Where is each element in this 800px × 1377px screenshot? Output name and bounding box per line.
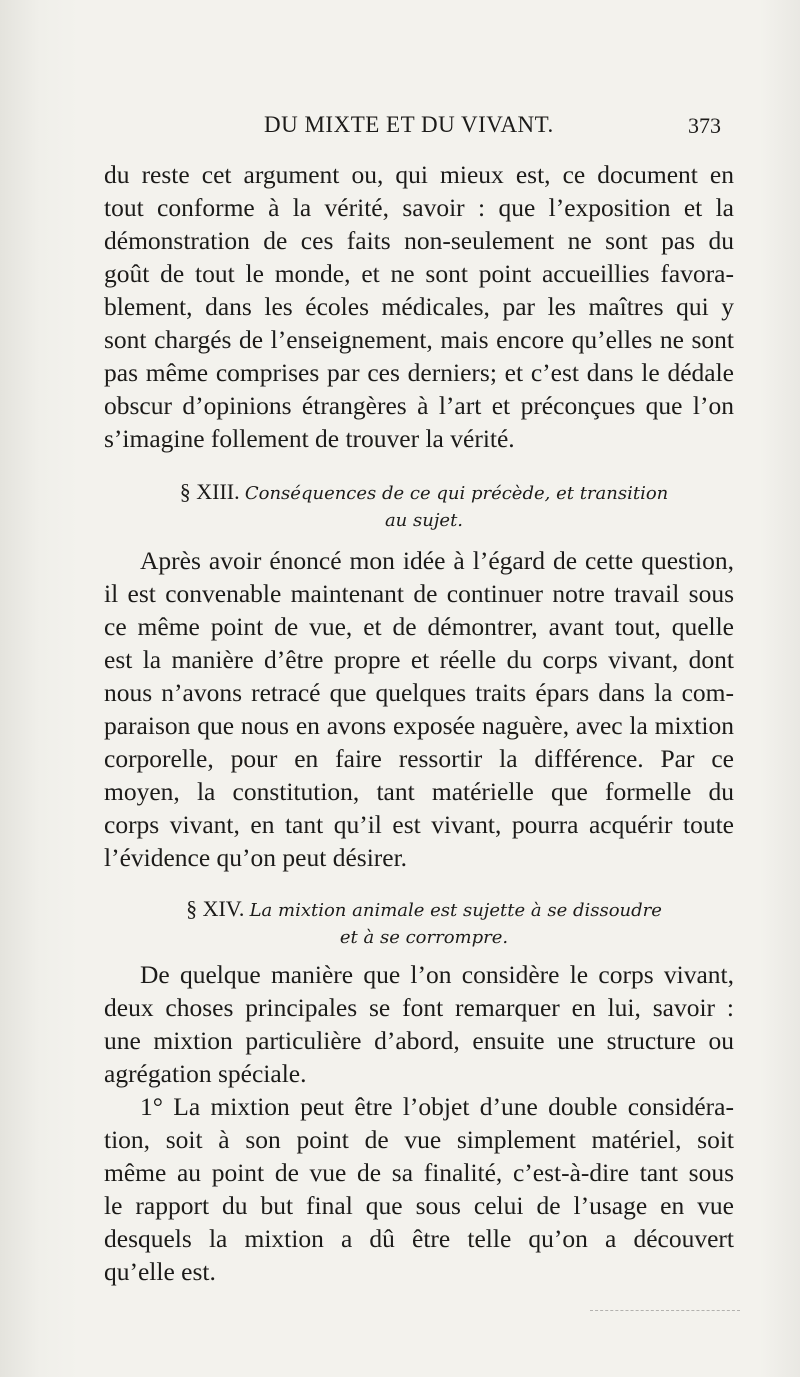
text-line: l’évidence qu’on peut désirer.	[104, 843, 408, 872]
section-heading-13	[104, 478, 744, 534]
text-line: paraison que nous en avons exposée naguère, avec la mixtion	[104, 711, 734, 740]
text-line: corps vivant, en tant qu’il est vivant, pourra acquérir toute	[104, 810, 734, 839]
section-title: La mixtion animale est sujette à se dissoudre	[249, 900, 662, 921]
text-line: il est convenable maintenant de continuer notre travail sous	[104, 579, 734, 608]
text-line: tion, soit à son point de vue simplement matériel, soit	[104, 1125, 734, 1154]
text-line: De quelque manière que l’on considère le corps vivant,	[140, 960, 734, 989]
text-line: s’imagine follement de trouver la vérité.	[104, 424, 515, 453]
text-line: est la manière d’être propre et réelle du corps vivant, dont	[104, 645, 734, 674]
section-number: § XIV.	[186, 896, 245, 921]
section-title-continued: au sujet.	[384, 510, 464, 531]
text-line: 1° La mixtion peut être l’objet d’une double considéra-	[140, 1092, 734, 1121]
text-line: du reste cet argument ou, qui mieux est, ce document en	[104, 160, 734, 189]
text-line: desquels la mixtion a dû être telle qu’on a découvert	[104, 1224, 734, 1253]
text-line: moyen, la constitution, tant matérielle que formelle du	[104, 777, 734, 806]
section-number: § XIII.	[179, 479, 240, 504]
running-title: DU MIXTE ET DU VIVANT.	[264, 112, 554, 137]
text-line: obscur d’opinions étrangères à l’art et préconçues que l’on	[104, 391, 734, 420]
text-line: blement, dans les écoles médicales, par les maîtres qui y	[104, 292, 734, 321]
text-line: pas même comprises par ces derniers; et c’est dans le dédale	[104, 358, 734, 387]
paragraph-3	[104, 958, 734, 1090]
paragraph-1	[104, 158, 734, 455]
text-line: deux choses principales se font remarquer en lui, savoir :	[104, 993, 734, 1022]
text-line: sont chargés de l’enseignement, mais encore qu’elles ne sont	[104, 325, 734, 354]
text-line: corporelle, pour en faire ressortir la différence. Par ce	[104, 744, 734, 773]
text-line: ce même point de vue, et de démontrer, avant tout, quelle	[104, 612, 734, 641]
text-line: qu’elle est.	[104, 1257, 216, 1286]
text-line: même au point de vue de sa finalité, c’est-à-dire tant sous	[104, 1158, 734, 1187]
paragraph-4	[104, 1090, 734, 1288]
text-line: démonstration de ces faits non-seulement ne sont pas du	[104, 226, 734, 255]
text-line: agrégation spéciale.	[104, 1059, 307, 1088]
section-title: Conséquences de ce qui précède, et transition	[244, 483, 669, 504]
section-heading-14	[104, 895, 744, 951]
text-line: nous n’avons retracé que quelques traits épars dans la com-	[104, 678, 734, 707]
page-number: 373	[688, 113, 721, 138]
section-title-continued: et à se corrompre.	[339, 927, 509, 948]
text-line: le rapport du but final que sous celui de l’usage en vue	[104, 1191, 734, 1220]
text-line: une mixtion particulière d’abord, ensuite une structure ou	[104, 1026, 734, 1055]
text-line: tout conforme à la vérité, savoir : que l’exposition et la	[104, 193, 734, 222]
text-line: Après avoir énoncé mon idée à l’égard de cette question,	[140, 546, 734, 575]
paragraph-2	[104, 544, 734, 874]
text-line: goût de tout le monde, et ne sont point accueillies favora-	[104, 259, 734, 288]
page-smudge	[590, 1310, 740, 1311]
